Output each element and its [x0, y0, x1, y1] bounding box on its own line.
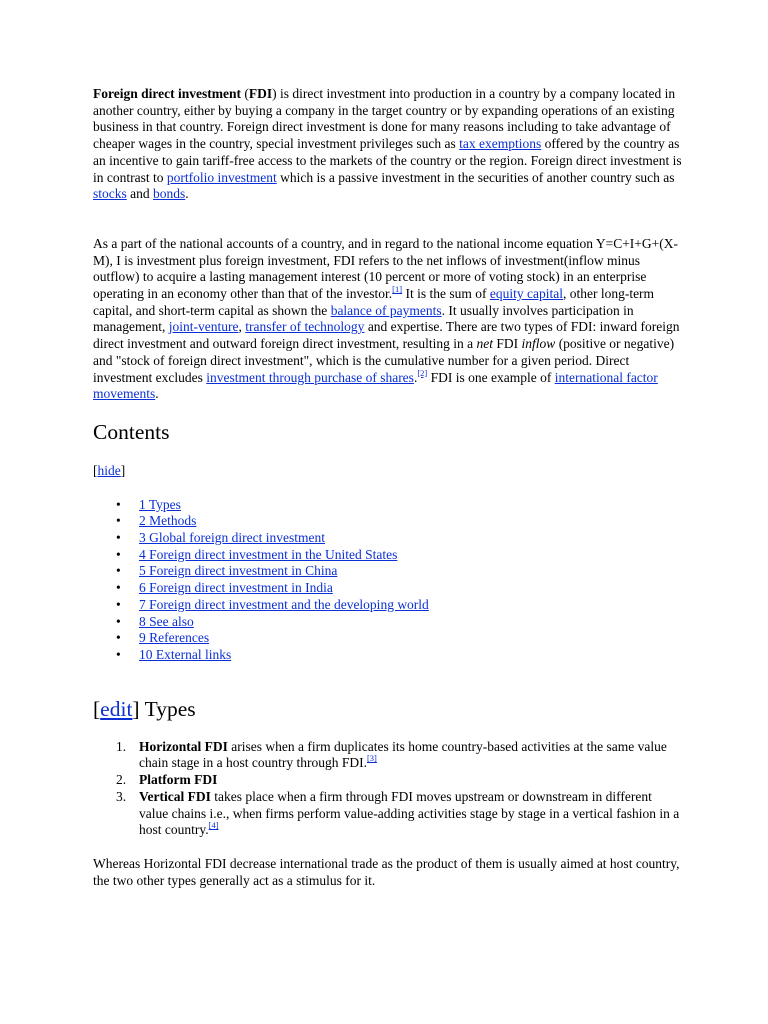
link-tax-exemptions[interactable]: tax exemptions	[459, 136, 542, 152]
type-term: Horizontal FDI	[139, 738, 228, 754]
link-investment-purchase-shares[interactable]: investment through purchase of shares	[206, 369, 414, 385]
toc-item[interactable]	[93, 497, 683, 514]
contents-heading: Contents	[93, 419, 170, 444]
toc-item[interactable]	[93, 630, 683, 647]
toc-item[interactable]	[93, 580, 683, 597]
link-stocks[interactable]: stocks	[93, 186, 127, 202]
accounts-text: ,	[238, 319, 246, 335]
list-number: 3.	[116, 788, 127, 804]
toc-link[interactable]: 5 Foreign direct investment in China	[139, 563, 338, 579]
bold-term: Foreign direct investment	[93, 86, 241, 101]
list-number: 1.	[116, 738, 127, 754]
accounts-text: FDI	[493, 336, 522, 352]
link-portfolio-investment[interactable]: portfolio investment	[166, 169, 277, 185]
intro-text: which is a passive investment in the securities of another country such as	[276, 169, 675, 185]
bullet-icon: •	[116, 530, 121, 546]
intro-text: .	[185, 186, 189, 202]
accounts-paragraph	[93, 236, 683, 403]
accounts-text: , other long-term capital, and short-term capital as shown the	[93, 286, 655, 318]
accounts-text: (positive or negative) and "stock of foreign direct investment", which is the cumulative number for a given period. Direct investment excludes	[93, 336, 675, 385]
link-joint-venture[interactable]: joint-venture	[168, 319, 239, 335]
intro-text: ) is direct investment into production in a country by a company located in another country, either by buying a company in the target country or by expanding operations of an existing business in that country. Foreign direct investment is done for many reasons including to take advantage of cheaper wages in the country, special investment privileges such as	[93, 86, 676, 152]
reference-link[interactable]: [1]	[392, 284, 403, 295]
bullet-icon: •	[116, 563, 121, 579]
reference-2[interactable]	[417, 368, 427, 378]
bold-abbr: FDI	[248, 86, 273, 101]
link-bonds[interactable]: bonds	[153, 186, 186, 202]
hide-toggle-link[interactable]: hide	[97, 462, 121, 478]
accounts-text: . It usually involves participation in management,	[93, 302, 634, 335]
intro-paragraph	[93, 86, 683, 203]
italic-inflow: inflow	[521, 336, 556, 352]
reference-1[interactable]	[392, 284, 402, 294]
toc-item[interactable]	[93, 614, 683, 631]
open-bracket: [	[93, 696, 101, 721]
toc-link[interactable]: 7 Foreign direct investment and the developing world	[139, 596, 429, 612]
toc-item[interactable]	[93, 647, 683, 664]
toc-link[interactable]: 4 Foreign direct investment in the United States	[139, 546, 398, 562]
intro-text: and	[126, 186, 153, 202]
toc-link[interactable]: 1 Types	[139, 496, 181, 512]
close-bracket: ]	[120, 462, 126, 478]
toc-link[interactable]: 2 Methods	[139, 513, 197, 529]
link-international-factor-movements[interactable]: international factor movements	[93, 369, 658, 402]
bullet-icon: •	[116, 513, 121, 529]
types-list-item	[93, 739, 683, 772]
bullet-icon: •	[116, 613, 121, 629]
intro-text: (	[240, 86, 249, 101]
types-closing-paragraph: Whereas Horizontal FDI decrease international trade as the product of them is usually aimed at host country, the two other types generally act as a stimulus for it.	[93, 855, 680, 888]
table-of-contents	[93, 497, 683, 664]
bullet-icon: •	[116, 596, 121, 612]
type-term: Vertical FDI	[139, 788, 211, 804]
link-transfer-of-technology[interactable]: transfer of technology	[245, 319, 365, 335]
accounts-text: FDI is one example of	[427, 369, 555, 385]
list-number: 2.	[116, 772, 127, 788]
edit-section-link[interactable]: edit	[100, 696, 133, 721]
toc-item[interactable]	[93, 547, 683, 564]
bullet-icon: •	[116, 630, 121, 646]
type-description: arises when a firm duplicates its home country-based activities at the same value chain stage in a host country through FDI.	[139, 738, 667, 771]
open-bracket: [	[93, 462, 98, 478]
reference-link[interactable]: [4]	[208, 820, 219, 831]
link-equity-capital[interactable]: equity capital	[489, 286, 563, 302]
contents-toggle	[93, 463, 683, 480]
toc-link[interactable]: 8 See also	[139, 613, 194, 629]
italic-net: net	[476, 336, 494, 352]
accounts-text: and expertise. There are two types of FDI: inward foreign direct investment and outward foreign direct investment, resulting in a	[93, 319, 680, 352]
reference-3[interactable]	[367, 753, 377, 763]
toc-link[interactable]: 9 References	[139, 630, 210, 646]
bullet-icon: •	[116, 580, 121, 596]
link-balance-of-payments[interactable]: balance of payments	[330, 302, 442, 318]
reference-link[interactable]: [3]	[366, 753, 377, 764]
bullet-icon: •	[116, 646, 121, 662]
article-body	[93, 86, 683, 889]
toc-item[interactable]	[93, 597, 683, 614]
reference-4[interactable]	[209, 820, 219, 830]
type-term: Platform FDI	[139, 772, 218, 788]
types-list-item	[93, 789, 683, 839]
toc-link[interactable]: 10 External links	[139, 646, 232, 662]
toc-link[interactable]: 6 Foreign direct investment in India	[139, 580, 333, 596]
reference-link[interactable]: [2]	[417, 367, 428, 378]
types-list-item	[93, 772, 683, 789]
accounts-text: .	[155, 386, 159, 402]
bullet-icon: •	[116, 546, 121, 562]
toc-item[interactable]	[93, 513, 683, 530]
type-description: takes place when a firm through FDI moves upstream or downstream in different value chains i.e., when firms perform value-adding activities stage by stage in a vertical fashion in a host country.	[139, 788, 680, 838]
accounts-text: It is the sum of	[402, 286, 490, 302]
toc-item[interactable]	[93, 530, 683, 547]
types-section-heading	[93, 696, 683, 722]
intro-text: offered by the country as an incentive to gain tariff-free access to the markets of the country or the region. Foreign direct investment is in contrast to	[93, 136, 682, 185]
toc-item[interactable]	[93, 563, 683, 580]
toc-link[interactable]: 3 Global foreign direct investment	[139, 530, 325, 546]
accounts-text: As a part of the national accounts of a country, and in regard to the national income equation Y=C+I+G+(X-M), I is investment plus foreign investment, FDI refers to the net inflows of investment(inflow minus outflow) to acquire a lasting management interest (10 percent or more of voting stock) in an enterprise operating in an economy other than that of the investor.	[93, 235, 679, 302]
accounts-text: .	[413, 369, 418, 385]
types-list	[93, 739, 683, 839]
types-heading-title: ] Types	[132, 696, 196, 721]
bullet-icon: •	[116, 496, 121, 512]
